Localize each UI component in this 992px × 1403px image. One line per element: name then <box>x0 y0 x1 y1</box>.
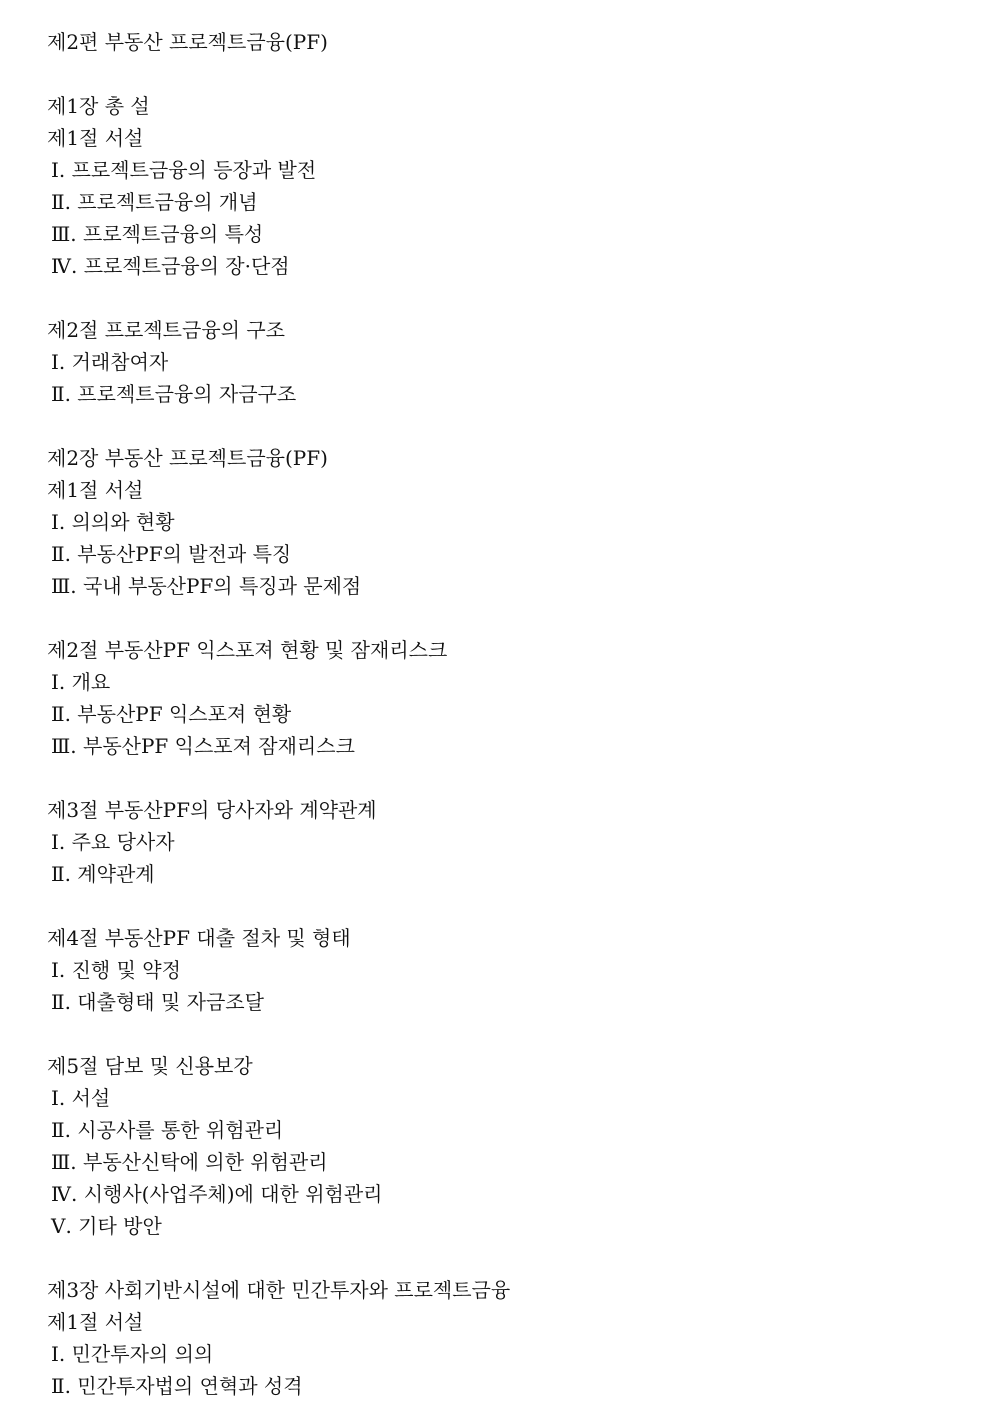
toc-item: Ⅰ. 민간투자의 의의 <box>51 1342 214 1366</box>
blank-line <box>47 282 947 314</box>
table-of-contents <box>47 26 947 1402</box>
section-heading: 제4절 부동산PF 대출 절차 및 형태 <box>47 926 351 950</box>
blank-line <box>47 762 947 794</box>
toc-item: Ⅱ. 프로젝트금융의 자금구조 <box>51 382 297 406</box>
toc-item: Ⅳ. 시행사(사업주체)에 대한 위험관리 <box>51 1182 383 1206</box>
section-heading: 제1절 서설 <box>47 478 144 502</box>
section-heading: 제2절 프로젝트금융의 구조 <box>47 318 285 342</box>
toc-item: Ⅲ. 국내 부동산PF의 특징과 문제점 <box>51 574 362 598</box>
toc-item: Ⅱ. 부동산PF의 발전과 특징 <box>51 542 292 566</box>
toc-item: Ⅱ. 부동산PF 익스포져 현황 <box>51 702 292 726</box>
chapter-heading: 제3장 사회기반시설에 대한 민간투자와 프로젝트금융 <box>47 1278 511 1302</box>
chapter-heading: 제1장 총 설 <box>47 94 150 118</box>
chapter-heading: 제2장 부동산 프로젝트금융(PF) <box>47 446 328 470</box>
toc-item: Ⅰ. 거래참여자 <box>51 350 169 374</box>
toc-item: Ⅲ. 프로젝트금융의 특성 <box>51 222 264 246</box>
toc-item: Ⅰ. 주요 당사자 <box>51 830 175 854</box>
toc-item: Ⅱ. 계약관계 <box>51 862 155 886</box>
toc-item: Ⅰ. 의의와 현황 <box>51 510 175 534</box>
toc-item: Ⅱ. 민간투자법의 연혁과 성격 <box>51 1374 303 1398</box>
blank-line <box>47 58 947 90</box>
toc-item: Ⅱ. 시공사를 통한 위험관리 <box>51 1118 284 1142</box>
blank-line <box>47 410 947 442</box>
blank-line <box>47 602 947 634</box>
section-heading: 제5절 담보 및 신용보강 <box>47 1054 253 1078</box>
section-heading: 제1절 서설 <box>47 126 144 150</box>
section-heading: 제3절 부동산PF의 당사자와 계약관계 <box>47 798 377 822</box>
toc-item: Ⅲ. 부동산신탁에 의한 위험관리 <box>51 1150 328 1174</box>
toc-item: Ⅴ. 기타 방안 <box>51 1214 162 1238</box>
section-heading: 제1절 서설 <box>47 1310 144 1334</box>
blank-line <box>47 1242 947 1274</box>
part-heading: 제2편 부동산 프로젝트금융(PF) <box>47 30 328 54</box>
blank-line <box>47 1018 947 1050</box>
section-heading: 제2절 부동산PF 익스포져 현황 및 잠재리스크 <box>47 638 448 662</box>
toc-item: Ⅰ. 진행 및 약정 <box>51 958 181 982</box>
toc-item: Ⅰ. 개요 <box>51 670 111 694</box>
toc-item: Ⅳ. 프로젝트금융의 장·단점 <box>51 254 290 278</box>
blank-line <box>47 890 947 922</box>
toc-item: Ⅲ. 부동산PF 익스포져 잠재리스크 <box>51 734 355 758</box>
toc-item: Ⅰ. 프로젝트금융의 등장과 발전 <box>51 158 317 182</box>
toc-item: Ⅱ. 프로젝트금융의 개념 <box>51 190 258 214</box>
toc-item: Ⅱ. 대출형태 및 자금조달 <box>51 990 264 1014</box>
toc-item: Ⅰ. 서설 <box>51 1086 111 1110</box>
